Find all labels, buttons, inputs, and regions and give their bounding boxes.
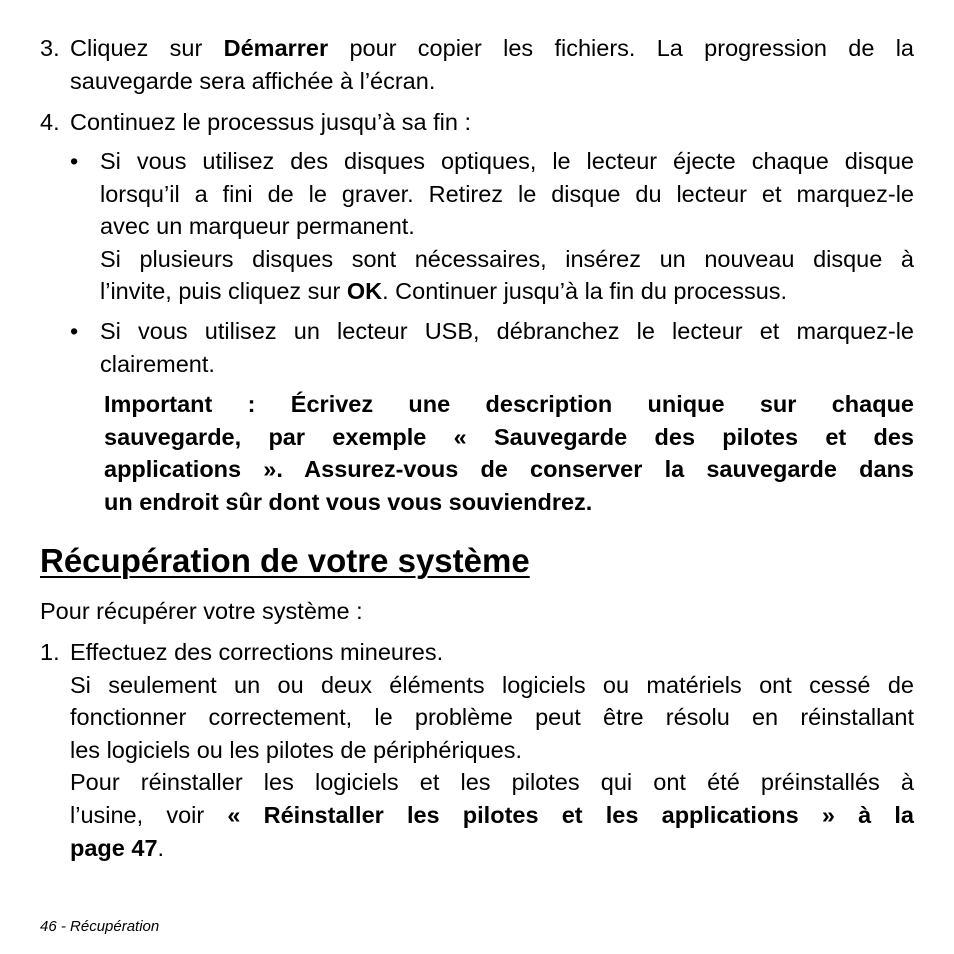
list-item-1-title: Effectuez des corrections mineures.	[70, 639, 444, 665]
list-number-3: 3.	[40, 35, 60, 61]
cross-reference-link: « Réinstaller les pilotes et les applications » à la	[227, 801, 914, 828]
important-note: Important : Écrivez une description unique sur chaque sauvegarde, par exemple « Sauvegarde des pilotes et des applications ». Assurez-vous de conserver la sauvegarde dans un endroit sûr dont vous vous souviendrez.	[104, 391, 914, 515]
ok-keyword: OK	[346, 278, 383, 305]
bullet-marker-1: •	[70, 148, 79, 174]
section-intro: Pour récupérer votre système :	[40, 598, 363, 624]
list-item-3-line1: Cliquez sur Démarrer pour copier les fichiers. La progression de la	[70, 35, 915, 61]
section-heading: Récupération de votre système	[40, 542, 530, 579]
list-item-3-line2: sauvegarde sera affichée à l’écran.	[70, 67, 436, 94]
page-reference: page 47	[70, 834, 158, 861]
bullet-marker-2: •	[70, 318, 79, 344]
list-item-1: Effectuez des corrections mineures. Si seulement un ou deux éléments logiciels ou matériels ont cessé de fonctionner correctement, le problème peut être résolu en réinstallant les logiciels ou les pilotes de périphériques. Pour réinstaller les logiciels et les pilotes qui ont été préinstallés à l’usine, voir « Réinstaller les pilotes et les applications » à la page 47.	[70, 636, 914, 864]
list-item-4: Continuez le processus jusqu’à sa fin :	[70, 109, 472, 135]
list-number-1: 1.	[40, 639, 60, 665]
list-number-4: 4.	[40, 109, 60, 135]
bullet-item-optical-discs: Si vous utilisez des disques optiques, le lecteur éjecte chaque disque lorsqu’il a fini de le graver. Retirez le disque du lecteur et marquez-le avec un marqueur permanent. Si plusieurs disques sont nécessaires, insérez un nouveau disque à l’invite, puis cliquez sur OK. Continuer jusqu’à la fin du processus.	[100, 148, 914, 305]
bullet-item-usb-drive: Si vous utilisez un lecteur USB, débranchez le lecteur et marquez-le clairement.	[100, 318, 914, 377]
page-footer: 46 - Récupération	[40, 918, 160, 935]
list-item-3	[70, 32, 914, 97]
start-keyword: Démarrer	[223, 35, 329, 61]
